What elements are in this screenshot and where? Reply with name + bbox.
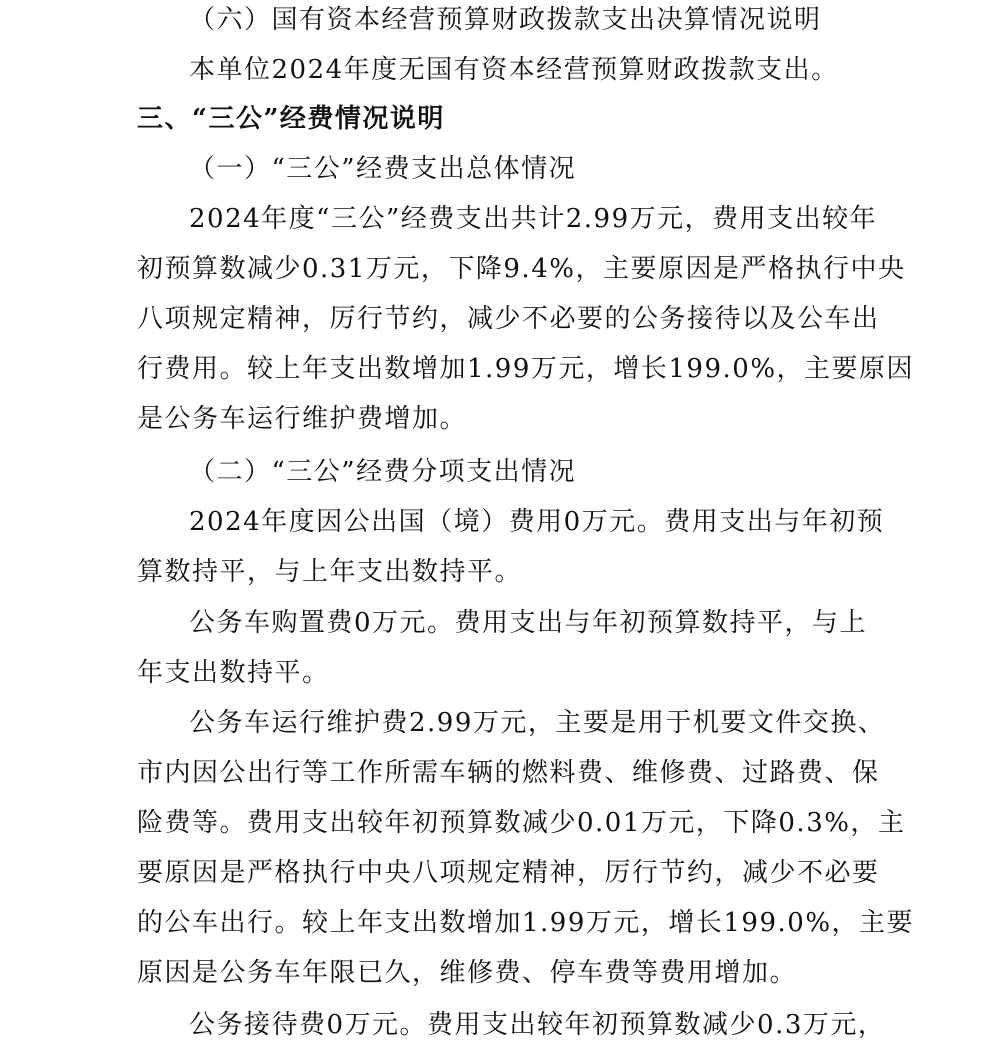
sub-1-heading: （一）“三公”经费支出总体情况 [189, 154, 577, 184]
sub-2-reception-line: 公务接待费0万元。费用支出较年初预算数减少0.3万元， [189, 1010, 886, 1040]
sub-2-purchase-line: 公务车购置费0万元。费用支出与年初预算数持平，与上 [189, 608, 868, 638]
sub-2-abroad-line: 2024年度因公出国（境）费用0万元。费用支出与年初预 [189, 507, 885, 537]
sub-2-operation-line: 原因是公务车年限已久，维修费、停车费等费用增加。 [137, 958, 798, 988]
sub-2-heading: （二）“三公”经费分项支出情况 [189, 457, 577, 487]
part-3-heading: 三、“三公”经费情况说明 [137, 104, 445, 134]
sub-2-operation-line: 险费等。费用支出较年初预算数减少0.01万元，下降0.3%，主 [137, 808, 906, 838]
sub-1-para-line: 初预算数减少0.31万元，下降9.4%，主要原因是严格执行中央 [137, 254, 906, 284]
sub-1-para-line: 行费用。较上年支出数增加1.99万元，增长199.0%，主要原因 [137, 354, 915, 384]
sub-1-para-line: 2024年度“三公”经费支出共计2.99万元，费用支出较年 [189, 204, 878, 234]
section-6-heading: （六）国有资本经营预算财政拨款支出决算情况说明 [189, 5, 822, 35]
sub-2-abroad-line: 算数持平，与上年支出数持平。 [137, 557, 523, 587]
sub-1-para-line: 八项规定精神，厉行节约，减少不必要的公务接待以及公车出 [137, 304, 880, 334]
sub-2-operation-line: 要原因是严格执行中央八项规定精神，厉行节约，减少不必要 [137, 858, 880, 888]
sub-2-operation-line: 市内因公出行等工作所需车辆的燃料费、维修费、过路费、保 [137, 758, 880, 788]
sub-1-para-line: 是公务车运行维护费增加。 [137, 404, 468, 434]
section-6-body: 本单位2024年度无国有资本经营预算财政拨款支出。 [189, 55, 839, 85]
sub-2-operation-line: 公务车运行维护费2.99万元，主要是用于机要文件交换、 [189, 708, 886, 738]
sub-2-operation-line: 的公车出行。较上年支出数增加1.99万元，增长199.0%，主要 [137, 908, 915, 938]
sub-2-purchase-line: 年支出数持平。 [137, 658, 330, 688]
